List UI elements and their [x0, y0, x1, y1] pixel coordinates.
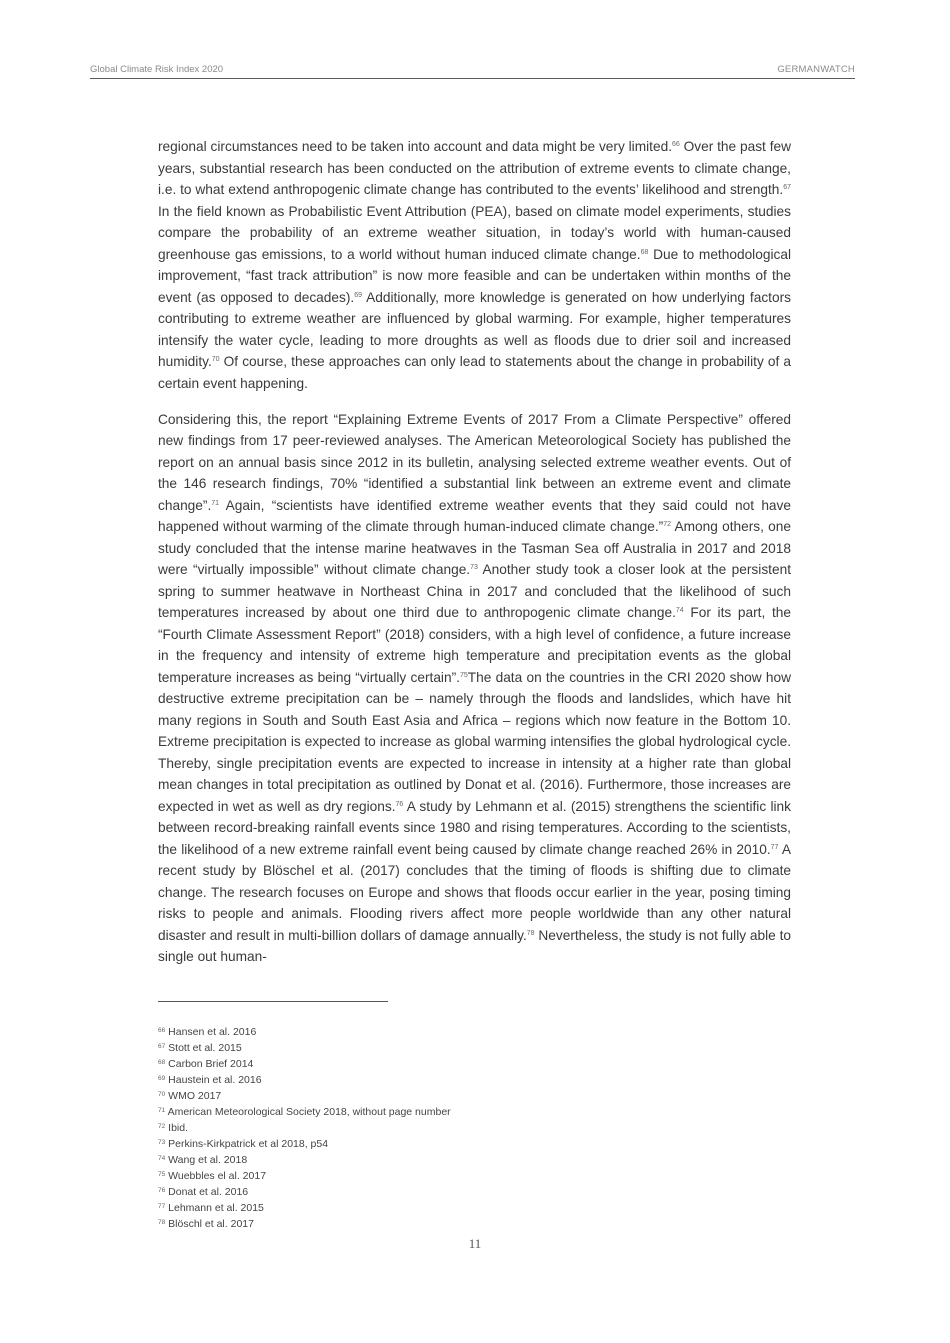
footnote-text: Donat et al. 2016: [168, 1186, 249, 1198]
footnote-number: 74: [158, 1155, 166, 1162]
footnote-number: 76: [158, 1187, 166, 1194]
body-paragraph: [158, 136, 791, 394]
text-run: Nevertheless, the study is not fully able to single out human-: [158, 927, 791, 964]
text-run: For its part, the “Fourth Climate Assessment Report” (2018) considers, with a high level of confidence, a future increase in the frequency and intensity of extreme high temperature and precipitation events as the global temperature increases as being “virtually certain”.: [158, 605, 791, 685]
footnote-item: [158, 1040, 791, 1056]
text-run: A recent study by Blöschel et al. (2017) concludes that the timing of floods is shifting due to climate change. The research focuses on Europe and shows that floods occur earlier in the year, posing timing risks to people and animals. Flooding rivers affect more people worldwide than any other natural disaster and result in multi-billion dollars of damage annually.: [158, 841, 791, 943]
text-run: Considering this, the report “Explaining Extreme Events of 2017 From a Climate Perspective” offered new findings from 17 peer-reviewed analyses. The American Meteorological Society has published the report on an annual basis since 2012 in its bulletin, analysing selected extreme weather events. Out of the 146 research findings, 70% “identified a substantial link between an extreme event and climate change”.: [158, 411, 791, 513]
footnote-item: [158, 1184, 791, 1200]
footnote-reference[interactable]: 70: [211, 356, 220, 363]
text-run: regional circumstances need to be taken into account and data might be very limited.: [158, 139, 672, 154]
footnote-reference[interactable]: 67: [783, 184, 791, 191]
footnote-number: 69: [158, 1075, 166, 1082]
footnote-number: 78: [158, 1219, 166, 1226]
footnote-item: [158, 1072, 791, 1088]
footnote-reference[interactable]: 77: [770, 843, 779, 851]
page-number: 11: [468, 1236, 482, 1251]
footnote-number: 77: [158, 1203, 166, 1210]
footnote-text: Wuebbles el al. 2017: [168, 1170, 267, 1182]
footnote-number: 68: [158, 1059, 166, 1066]
running-header: [90, 62, 855, 79]
header-organization: GERMANWATCH: [777, 64, 855, 75]
footnote-item: [158, 1104, 791, 1120]
footnote-reference[interactable]: 71: [211, 499, 220, 507]
footnote-item: [158, 1120, 791, 1136]
header-publication-title: Global Climate Risk Index 2020: [90, 64, 224, 75]
footnote-reference[interactable]: 68: [640, 248, 649, 256]
text-run: Again, “scientists have identified extreme weather events that they said could not have happened without warming of the climate through human-induced climate change.”: [158, 497, 791, 534]
footnote-text: American Meteorological Society 2018, without page number: [167, 1106, 451, 1118]
footnote-text: Lehmann et al. 2015: [168, 1202, 264, 1214]
footnote-text: Carbon Brief 2014: [168, 1058, 254, 1070]
footnote-text: Perkins-Kirkpatrick et al 2018, p54: [168, 1138, 329, 1150]
footnote-text: Ibid.: [168, 1122, 189, 1134]
footnote-text: WMO 2017: [168, 1090, 222, 1102]
footnote-reference[interactable]: 66: [672, 141, 680, 148]
footnote-number: 73: [158, 1139, 166, 1146]
footnote-text: Blöschl et al. 2017: [168, 1218, 254, 1230]
footnote-item: [158, 1200, 791, 1216]
text-run: Of course, these approaches can only lead to statements about the change in probability of a certain event happening.: [158, 354, 791, 391]
text-run: Over the past few years, substantial research has been conducted on the attribution of extreme events to climate change, i.e. to what extend anthropogenic climate change has contributed to the events’ likelihood and strength.: [158, 139, 791, 197]
text-run: Among others, one study concluded that the intense marine heatwaves in the Tasman Sea off Australia in 2017 and 2018 were “virtually impossible” without climate change.: [158, 519, 792, 577]
text-run: The data on the countries in the CRI 2020 show how destructive extreme precipitation can be – namely through the floods and landslides, which have hit many regions in South and South East Asia and Africa – regions which now feature in the Bottom 10. Extreme precipitation is expected to increase as global warming intensifies the global hydrological cycle. Thereby, single precipitation events are expected to increase in intensity at a higher rate than global mean changes in total precipitation as outlined by Donat et al. (2016). Furthermore, those increases are expected in wet as well as dry regions.: [158, 669, 791, 814]
text-run: A study by Lehmann et al. (2015) strengthens the scientific link between record-breaking rainfall events since 1980 and rising temperatures. According to the scientists, the likelihood of a new extreme rainfall event being caused by climate change reached 26% in 2010.: [158, 798, 791, 857]
footnote-item: [158, 1136, 791, 1152]
footnote-text: Haustein et al. 2016: [168, 1074, 262, 1086]
text-run: Another study took a closer look at the persistent spring to summer heatwave in Northeast China in 2017 and concluded that the likelihood of such temperatures increased by about one third due to anthropogenic climate change.: [158, 562, 791, 620]
footnote-reference[interactable]: 78: [526, 929, 535, 937]
footnote-text: Stott et al. 2015: [168, 1042, 242, 1054]
footnote-number: 71: [158, 1107, 166, 1114]
footnote-reference[interactable]: 76: [395, 800, 404, 808]
footnote-number: 75: [158, 1171, 166, 1178]
footnote-reference[interactable]: 74: [675, 607, 684, 614]
footnote-reference[interactable]: 73: [470, 564, 478, 571]
footnote-text: Hansen et al. 2016: [168, 1026, 257, 1038]
footnote-text: Wang et al. 2018: [168, 1154, 248, 1166]
footnote-item: [158, 1056, 791, 1072]
footnote-reference[interactable]: 75: [459, 671, 468, 679]
body-paragraph: [158, 409, 791, 968]
footnotes-list: [158, 1024, 791, 1232]
footnote-item: [158, 1216, 791, 1232]
footnote-reference[interactable]: 72: [663, 521, 672, 528]
text-run: In the field known as Probabilistic Event Attribution (PEA), based on climate model experiments, studies compare the probability of an extreme weather situation, in today’s world with human-caused greenhouse gas emissions, to a world without human induced climate change.: [158, 203, 791, 262]
footnote-divider: [158, 1001, 388, 1002]
footnote-number: 70: [158, 1091, 166, 1098]
text-run: Additionally, more knowledge is generated on how underlying factors contributing to extreme weather are influenced by global warming. For example, higher temperatures intensify the water cycle, leading to more droughts as well as floods due to drier soil and increased humidity.: [158, 289, 791, 369]
footnote-item: [158, 1152, 791, 1168]
footnote-number: 72: [158, 1123, 166, 1130]
main-body-text: [158, 136, 791, 982]
footnote-number: 67: [158, 1043, 166, 1050]
footnote-item: [158, 1088, 791, 1104]
footnote-item: [158, 1024, 791, 1040]
footnote-number: 66: [158, 1027, 166, 1034]
text-run: Due to methodological improvement, “fast track attribution” is now more feasible and can be undertaken within months of the event (as opposed to decades).: [158, 246, 791, 305]
footnote-item: [158, 1168, 791, 1184]
footnote-reference[interactable]: 69: [354, 291, 362, 299]
